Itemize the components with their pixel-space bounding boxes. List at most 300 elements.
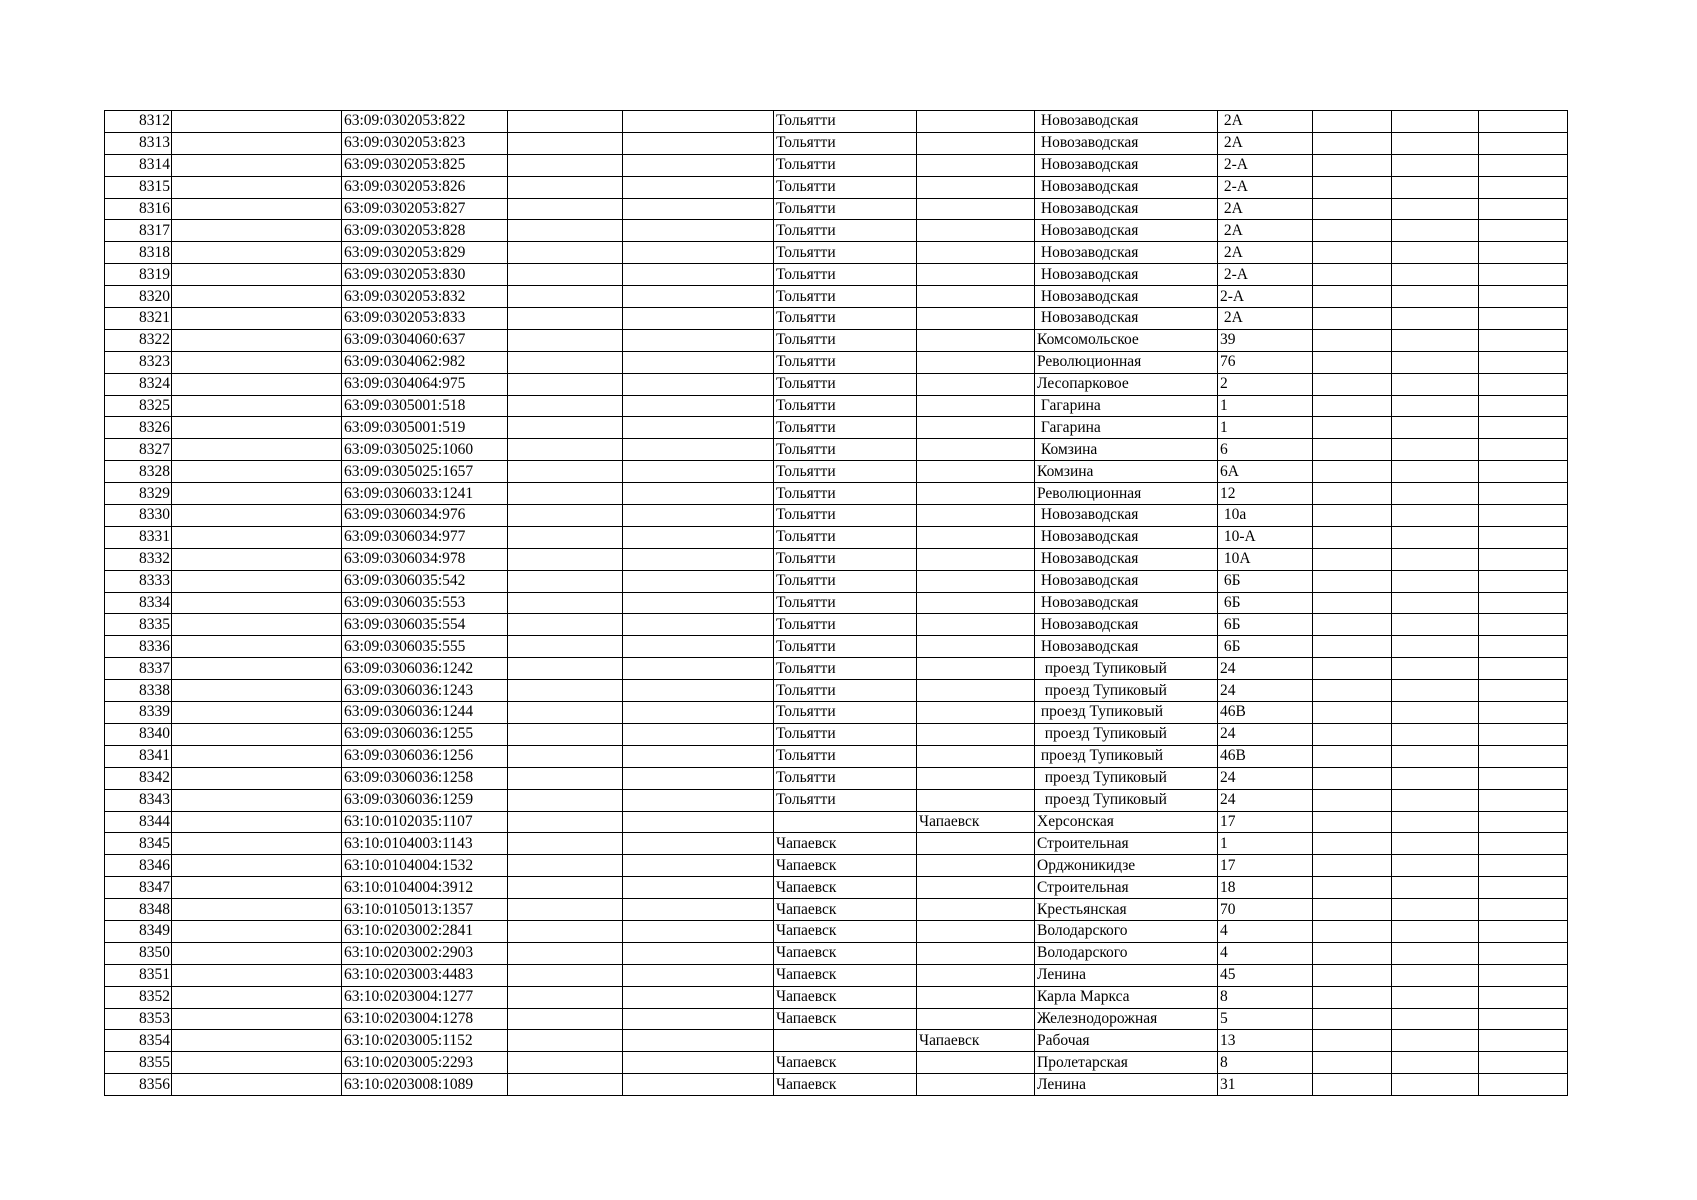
city-alt-cell — [917, 986, 1035, 1008]
street-cell: Новозаводская — [1035, 636, 1218, 658]
city-cell: Тольятти — [774, 570, 917, 592]
register-table — [104, 110, 1568, 1096]
city-cell: Тольятти — [774, 308, 917, 330]
house-number-cell: 1 — [1218, 833, 1313, 855]
empty-cell — [1479, 877, 1568, 899]
empty-cell — [623, 242, 774, 264]
street-cell: Новозаводская — [1035, 614, 1218, 636]
house-number-cell: 17 — [1218, 855, 1313, 877]
house-number-cell: 2А — [1218, 132, 1313, 154]
city-cell: Тольятти — [774, 111, 917, 133]
street-cell: Революционная — [1035, 351, 1218, 373]
cadastral-number-cell: 63:09:0302053:832 — [342, 286, 508, 308]
table-row — [105, 570, 1568, 592]
empty-cell — [172, 264, 342, 286]
city-alt-cell — [917, 592, 1035, 614]
row-number-cell: 8323 — [105, 351, 172, 373]
house-number-cell: 6 — [1218, 439, 1313, 461]
empty-cell — [508, 833, 623, 855]
house-number-cell: 46В — [1218, 702, 1313, 724]
empty-cell — [1479, 483, 1568, 505]
street-cell: Орджоникидзе — [1035, 855, 1218, 877]
cadastral-number-cell: 63:10:0102035:1107 — [342, 811, 508, 833]
empty-cell — [1313, 789, 1392, 811]
street-cell: Лесопарковое — [1035, 373, 1218, 395]
empty-cell — [623, 417, 774, 439]
empty-cell — [172, 1030, 342, 1052]
table-row — [105, 1030, 1568, 1052]
empty-cell — [623, 636, 774, 658]
city-cell: Тольятти — [774, 417, 917, 439]
empty-cell — [623, 986, 774, 1008]
empty-cell — [1392, 264, 1479, 286]
empty-cell — [1392, 242, 1479, 264]
empty-cell — [508, 308, 623, 330]
empty-cell — [508, 877, 623, 899]
city-alt-cell — [917, 439, 1035, 461]
empty-cell — [1313, 702, 1392, 724]
house-number-cell: 2А — [1218, 111, 1313, 133]
row-number-cell: 8338 — [105, 680, 172, 702]
empty-cell — [1479, 505, 1568, 527]
empty-cell — [1392, 351, 1479, 373]
empty-cell — [623, 132, 774, 154]
cadastral-number-cell: 63:09:0306036:1242 — [342, 658, 508, 680]
empty-cell — [508, 636, 623, 658]
row-number-cell: 8344 — [105, 811, 172, 833]
empty-cell — [508, 855, 623, 877]
house-number-cell: 4 — [1218, 942, 1313, 964]
street-cell: Новозаводская — [1035, 132, 1218, 154]
street-cell: Новозаводская — [1035, 526, 1218, 548]
empty-cell — [1313, 1074, 1392, 1096]
house-number-cell: 6Б — [1218, 592, 1313, 614]
empty-cell — [172, 964, 342, 986]
house-number-cell: 24 — [1218, 723, 1313, 745]
row-number-cell: 8319 — [105, 264, 172, 286]
cadastral-number-cell: 63:10:0104004:1532 — [342, 855, 508, 877]
empty-cell — [172, 614, 342, 636]
empty-cell — [623, 592, 774, 614]
cadastral-number-cell: 63:09:0306036:1258 — [342, 767, 508, 789]
empty-cell — [1313, 417, 1392, 439]
cadastral-number-cell: 63:09:0306034:978 — [342, 548, 508, 570]
city-cell: Тольятти — [774, 745, 917, 767]
empty-cell — [1313, 964, 1392, 986]
city-cell: Тольятти — [774, 767, 917, 789]
cadastral-number-cell: 63:09:0302053:827 — [342, 198, 508, 220]
empty-cell — [508, 264, 623, 286]
empty-cell — [623, 329, 774, 351]
empty-cell — [508, 811, 623, 833]
empty-cell — [1479, 1074, 1568, 1096]
street-cell: Пролетарская — [1035, 1052, 1218, 1074]
city-cell: Чапаевск — [774, 942, 917, 964]
empty-cell — [172, 723, 342, 745]
empty-cell — [1313, 329, 1392, 351]
empty-cell — [1479, 264, 1568, 286]
empty-cell — [1479, 855, 1568, 877]
house-number-cell: 17 — [1218, 811, 1313, 833]
city-cell: Тольятти — [774, 154, 917, 176]
house-number-cell: 18 — [1218, 877, 1313, 899]
empty-cell — [623, 702, 774, 724]
empty-cell — [1479, 833, 1568, 855]
cadastral-number-cell: 63:10:0104004:3912 — [342, 877, 508, 899]
house-number-cell: 2А — [1218, 242, 1313, 264]
empty-cell — [1479, 351, 1568, 373]
row-number-cell: 8325 — [105, 395, 172, 417]
empty-cell — [623, 373, 774, 395]
table-row — [105, 723, 1568, 745]
empty-cell — [1392, 986, 1479, 1008]
empty-cell — [508, 767, 623, 789]
empty-cell — [172, 702, 342, 724]
row-number-cell: 8343 — [105, 789, 172, 811]
table-row — [105, 111, 1568, 133]
table-row — [105, 658, 1568, 680]
cadastral-number-cell: 63:09:0306036:1259 — [342, 789, 508, 811]
table-row — [105, 767, 1568, 789]
empty-cell — [172, 942, 342, 964]
empty-cell — [172, 658, 342, 680]
empty-cell — [1479, 526, 1568, 548]
table-row — [105, 461, 1568, 483]
table-body — [105, 111, 1568, 1096]
empty-cell — [623, 351, 774, 373]
row-number-cell: 8354 — [105, 1030, 172, 1052]
street-cell: проезд Тупиковый — [1035, 702, 1218, 724]
empty-cell — [508, 723, 623, 745]
cadastral-number-cell: 63:10:0203002:2903 — [342, 942, 508, 964]
city-cell: Тольятти — [774, 286, 917, 308]
city-alt-cell — [917, 461, 1035, 483]
cadastral-number-cell: 63:09:0306034:977 — [342, 526, 508, 548]
city-alt-cell — [917, 176, 1035, 198]
city-alt-cell — [917, 702, 1035, 724]
empty-cell — [508, 198, 623, 220]
house-number-cell: 1 — [1218, 395, 1313, 417]
row-number-cell: 8337 — [105, 658, 172, 680]
table-row — [105, 329, 1568, 351]
empty-cell — [1392, 745, 1479, 767]
row-number-cell: 8349 — [105, 920, 172, 942]
empty-cell — [172, 220, 342, 242]
empty-cell — [1313, 111, 1392, 133]
city-alt-cell — [917, 745, 1035, 767]
row-number-cell: 8342 — [105, 767, 172, 789]
empty-cell — [623, 1052, 774, 1074]
empty-cell — [623, 111, 774, 133]
empty-cell — [172, 877, 342, 899]
empty-cell — [508, 329, 623, 351]
table-row — [105, 942, 1568, 964]
empty-cell — [508, 986, 623, 1008]
empty-cell — [172, 986, 342, 1008]
cadastral-number-cell: 63:09:0306035:555 — [342, 636, 508, 658]
street-cell: Новозаводская — [1035, 592, 1218, 614]
empty-cell — [1392, 286, 1479, 308]
empty-cell — [1313, 308, 1392, 330]
city-alt-cell — [917, 680, 1035, 702]
row-number-cell: 8348 — [105, 899, 172, 921]
empty-cell — [1313, 154, 1392, 176]
table-row — [105, 833, 1568, 855]
empty-cell — [508, 1008, 623, 1030]
city-alt-cell — [917, 767, 1035, 789]
empty-cell — [1392, 1074, 1479, 1096]
house-number-cell: 39 — [1218, 329, 1313, 351]
table-row — [105, 811, 1568, 833]
empty-cell — [1313, 592, 1392, 614]
empty-cell — [1392, 417, 1479, 439]
city-cell: Тольятти — [774, 461, 917, 483]
empty-cell — [172, 242, 342, 264]
empty-cell — [508, 1052, 623, 1074]
empty-cell — [623, 964, 774, 986]
row-number-cell: 8324 — [105, 373, 172, 395]
empty-cell — [623, 658, 774, 680]
house-number-cell: 24 — [1218, 767, 1313, 789]
row-number-cell: 8351 — [105, 964, 172, 986]
city-alt-cell — [917, 723, 1035, 745]
street-cell: Ленина — [1035, 1074, 1218, 1096]
street-cell: Новозаводская — [1035, 570, 1218, 592]
empty-cell — [1479, 636, 1568, 658]
cadastral-number-cell: 63:09:0302053:828 — [342, 220, 508, 242]
empty-cell — [172, 198, 342, 220]
city-alt-cell — [917, 154, 1035, 176]
empty-cell — [508, 899, 623, 921]
empty-cell — [1392, 439, 1479, 461]
table-row — [105, 745, 1568, 767]
city-cell: Чапаевск — [774, 1008, 917, 1030]
row-number-cell: 8317 — [105, 220, 172, 242]
empty-cell — [172, 745, 342, 767]
empty-cell — [1313, 242, 1392, 264]
row-number-cell: 8327 — [105, 439, 172, 461]
house-number-cell: 1 — [1218, 417, 1313, 439]
empty-cell — [1313, 198, 1392, 220]
empty-cell — [1392, 942, 1479, 964]
table-row — [105, 855, 1568, 877]
empty-cell — [172, 329, 342, 351]
city-alt-cell — [917, 242, 1035, 264]
cadastral-number-cell: 63:09:0306035:553 — [342, 592, 508, 614]
table-row — [105, 439, 1568, 461]
city-cell: Тольятти — [774, 636, 917, 658]
row-number-cell: 8326 — [105, 417, 172, 439]
empty-cell — [1392, 855, 1479, 877]
empty-cell — [508, 395, 623, 417]
row-number-cell: 8328 — [105, 461, 172, 483]
street-cell: Комсомольское — [1035, 329, 1218, 351]
empty-cell — [172, 176, 342, 198]
table-row — [105, 636, 1568, 658]
table-row — [105, 877, 1568, 899]
empty-cell — [1479, 570, 1568, 592]
empty-cell — [1313, 373, 1392, 395]
empty-cell — [623, 198, 774, 220]
empty-cell — [1479, 198, 1568, 220]
empty-cell — [1392, 461, 1479, 483]
empty-cell — [1479, 154, 1568, 176]
table-row — [105, 789, 1568, 811]
city-cell: Тольятти — [774, 329, 917, 351]
city-cell: Тольятти — [774, 680, 917, 702]
table-row — [105, 351, 1568, 373]
city-cell: Тольятти — [774, 614, 917, 636]
table-row — [105, 154, 1568, 176]
table-row — [105, 1052, 1568, 1074]
table-row — [105, 614, 1568, 636]
empty-cell — [1479, 176, 1568, 198]
empty-cell — [623, 548, 774, 570]
empty-cell — [623, 833, 774, 855]
empty-cell — [623, 811, 774, 833]
empty-cell — [172, 570, 342, 592]
city-alt-cell — [917, 264, 1035, 286]
empty-cell — [623, 1030, 774, 1052]
empty-cell — [1392, 329, 1479, 351]
row-number-cell: 8335 — [105, 614, 172, 636]
empty-cell — [1392, 833, 1479, 855]
empty-cell — [172, 351, 342, 373]
cadastral-number-cell: 63:09:0306034:976 — [342, 505, 508, 527]
row-number-cell: 8336 — [105, 636, 172, 658]
empty-cell — [1313, 132, 1392, 154]
empty-cell — [623, 439, 774, 461]
empty-cell — [1392, 789, 1479, 811]
row-number-cell: 8312 — [105, 111, 172, 133]
cadastral-number-cell: 63:09:0302053:823 — [342, 132, 508, 154]
house-number-cell: 2-А — [1218, 264, 1313, 286]
empty-cell — [1313, 176, 1392, 198]
street-cell: Новозаводская — [1035, 198, 1218, 220]
empty-cell — [1313, 920, 1392, 942]
street-cell: Комзина — [1035, 461, 1218, 483]
table-row — [105, 920, 1568, 942]
house-number-cell: 2-А — [1218, 176, 1313, 198]
empty-cell — [172, 636, 342, 658]
empty-cell — [1392, 154, 1479, 176]
house-number-cell: 24 — [1218, 658, 1313, 680]
street-cell: Рабочая — [1035, 1030, 1218, 1052]
city-alt-cell — [917, 877, 1035, 899]
empty-cell — [1479, 439, 1568, 461]
cadastral-number-cell: 63:10:0203002:2841 — [342, 920, 508, 942]
cadastral-number-cell: 63:10:0203008:1089 — [342, 1074, 508, 1096]
empty-cell — [1392, 220, 1479, 242]
empty-cell — [1313, 1030, 1392, 1052]
house-number-cell: 24 — [1218, 789, 1313, 811]
street-cell: Новозаводская — [1035, 308, 1218, 330]
empty-cell — [1479, 767, 1568, 789]
empty-cell — [623, 505, 774, 527]
empty-cell — [508, 176, 623, 198]
empty-cell — [623, 570, 774, 592]
empty-cell — [1479, 702, 1568, 724]
empty-cell — [1392, 1008, 1479, 1030]
empty-cell — [508, 942, 623, 964]
empty-cell — [1313, 745, 1392, 767]
street-cell: Ленина — [1035, 964, 1218, 986]
street-cell: проезд Тупиковый — [1035, 789, 1218, 811]
empty-cell — [508, 614, 623, 636]
empty-cell — [623, 899, 774, 921]
empty-cell — [508, 658, 623, 680]
empty-cell — [508, 920, 623, 942]
row-number-cell: 8316 — [105, 198, 172, 220]
empty-cell — [1479, 1030, 1568, 1052]
empty-cell — [623, 461, 774, 483]
empty-cell — [1392, 395, 1479, 417]
empty-cell — [508, 789, 623, 811]
row-number-cell: 8318 — [105, 242, 172, 264]
row-number-cell: 8314 — [105, 154, 172, 176]
empty-cell — [508, 570, 623, 592]
empty-cell — [1392, 614, 1479, 636]
city-cell: Тольятти — [774, 176, 917, 198]
empty-cell — [1479, 920, 1568, 942]
empty-cell — [1479, 417, 1568, 439]
empty-cell — [1392, 308, 1479, 330]
empty-cell — [172, 308, 342, 330]
house-number-cell: 13 — [1218, 1030, 1313, 1052]
empty-cell — [623, 264, 774, 286]
street-cell: проезд Тупиковый — [1035, 767, 1218, 789]
empty-cell — [1479, 745, 1568, 767]
street-cell: проезд Тупиковый — [1035, 723, 1218, 745]
empty-cell — [1313, 767, 1392, 789]
cadastral-number-cell: 63:09:0302053:833 — [342, 308, 508, 330]
city-alt-cell — [917, 942, 1035, 964]
empty-cell — [508, 483, 623, 505]
empty-cell — [1392, 570, 1479, 592]
row-number-cell: 8332 — [105, 548, 172, 570]
city-cell: Тольятти — [774, 702, 917, 724]
empty-cell — [172, 1008, 342, 1030]
empty-cell — [623, 877, 774, 899]
empty-cell — [172, 132, 342, 154]
empty-cell — [1479, 658, 1568, 680]
table-row — [105, 417, 1568, 439]
empty-cell — [1313, 351, 1392, 373]
city-alt-cell — [917, 570, 1035, 592]
empty-cell — [508, 680, 623, 702]
empty-cell — [1479, 614, 1568, 636]
row-number-cell: 8350 — [105, 942, 172, 964]
city-alt-cell — [917, 636, 1035, 658]
empty-cell — [1479, 373, 1568, 395]
empty-cell — [508, 745, 623, 767]
empty-cell — [172, 154, 342, 176]
empty-cell — [172, 483, 342, 505]
table-row — [105, 680, 1568, 702]
house-number-cell: 6Б — [1218, 614, 1313, 636]
empty-cell — [508, 1030, 623, 1052]
empty-cell — [1392, 548, 1479, 570]
empty-cell — [1392, 877, 1479, 899]
street-cell: Новозаводская — [1035, 242, 1218, 264]
empty-cell — [508, 351, 623, 373]
table-row — [105, 220, 1568, 242]
house-number-cell: 10а — [1218, 505, 1313, 527]
empty-cell — [508, 505, 623, 527]
empty-cell — [1479, 132, 1568, 154]
empty-cell — [172, 899, 342, 921]
city-alt-cell — [917, 505, 1035, 527]
